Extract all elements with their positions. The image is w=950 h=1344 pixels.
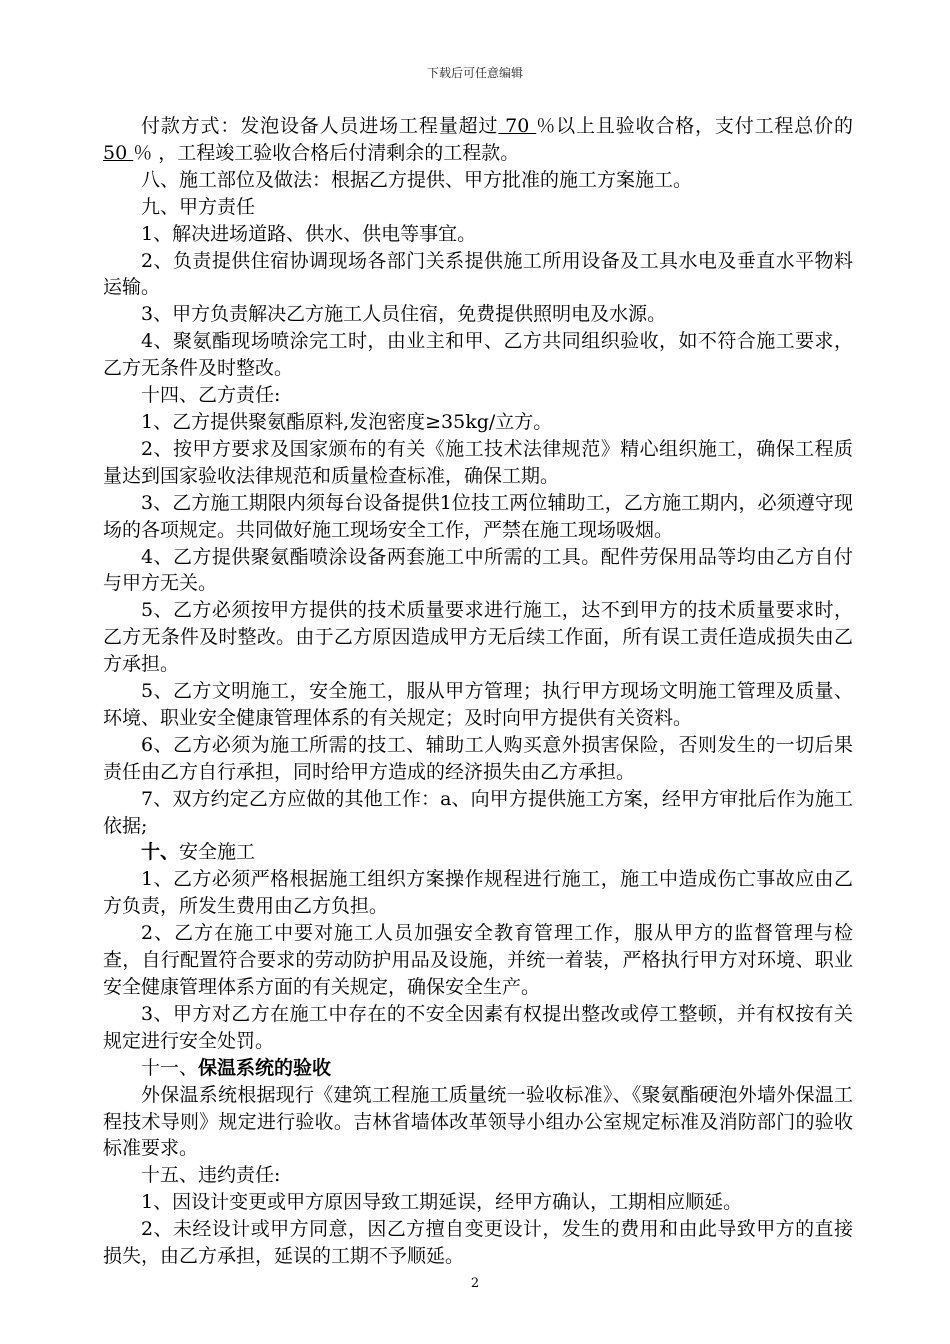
payment-percent-1: 70 <box>498 115 537 137</box>
page-header: 下载后可任意编辑 <box>426 66 523 80</box>
acceptance-heading-number: 十一、 <box>141 1056 199 1079</box>
party-b-item: 6、乙方必须为施工所需的技工、辅助工人购买意外损害保险，否则发生的一切后果责任由乙方自行承担，同时给甲方造成的经济损失由乙方承担。 <box>103 733 853 783</box>
party-a-item: 3、甲方负责解决乙方施工人员住宿，免费提供照明电及水源。 <box>141 303 667 326</box>
section-heading-breach: 十五、违约责任: <box>141 1164 281 1187</box>
party-b-item: 1、乙方提供聚氨酯原料,发泡密度≥35kg/立方。 <box>141 410 553 433</box>
payment-text-3: ％ ，工程竣工验收合格后付清剩余的工程款。 <box>133 141 520 164</box>
acceptance-body: 外保温系统根据现行《建筑工程施工质量统一验收标准》、《聚氨酯硬泡外墙外保温工程技术导则》规定进行验收。吉林省墙体改革领导小组办公室规定标准及消防部门的验收标准要求。 <box>103 1083 853 1160</box>
party-b-item: 5、乙方文明施工，安全施工，服从甲方管理；执行甲方现场文明施工管理及质量、环境、职业安全健康管理体系的有关规定；及时向甲方提供有关资料。 <box>103 680 853 729</box>
page-number: 2 <box>470 1276 480 1291</box>
section-heading-party-a: 九、甲方责任 <box>141 195 256 218</box>
safety-item: 2、乙方在施工中要对施工人员加强安全教育管理工作，服从甲方的监督管理与检查，自行配置符合要求的劳动防护用品及设施，并统一着装，严格执行甲方对环境、职业安全健康管理体系方面的有关规定，确保安全生产。 <box>103 922 853 998</box>
breach-item: 2、未经设计或甲方同意，因乙方擅自变更设计，发生的费用和由此导致甲方的直接损失，由乙方承担，延误的工期不予顺延。 <box>103 1218 853 1268</box>
safety-heading-text: 安全施工 <box>179 841 256 864</box>
party-a-item: 4、聚氨酯现场喷涂完工时，由业主和甲、乙方共同组织验收，如不符合施工要求，乙方无条件及时整改。 <box>103 330 853 380</box>
document-body <box>103 113 853 1270</box>
party-b-item: 4、乙方提供聚氨酯喷涂设备两套施工中所需的工具。配件劳保用品等均由乙方自付与甲方无关。 <box>103 545 853 595</box>
safety-item: 3、甲方对乙方在施工中存在的不安全因素有权提出整改或停工整顿，并有权按有关规定进行安全处罚。 <box>103 1002 853 1052</box>
section-heading-party-b: 十四、乙方责任: <box>141 384 281 407</box>
payment-terms <box>103 113 853 167</box>
party-b-item: 5、乙方必须按甲方提供的技术质量要求进行施工，达不到甲方的技术质量要求时，乙方无条件及时整改。由于乙方原因造成甲方无后续工作面，所有误工责任造成损失由乙方承担。 <box>103 599 853 676</box>
payment-percent-2: 50 <box>103 141 134 164</box>
paragraph-construction-method: 八、施工部位及做法：根据乙方提供、甲方批准的施工方案施工。 <box>141 168 693 191</box>
payment-text-1: 付款方式：发泡设备人员进场工程量超过 <box>141 115 499 137</box>
party-b-item: 7、双方约定乙方应做的其他工作：a、向甲方提供施工方案，经甲方审批后作为施工依据; <box>103 787 853 837</box>
party-b-item: 3、乙方施工期限内须每台设备提供1位技工两位辅助工，乙方施工期内，必须遵守现场的各项规定。共同做好施工现场安全工作，严禁在施工现场吸烟。 <box>103 491 853 541</box>
safety-heading-number: 十、 <box>141 841 180 864</box>
section-heading-safety <box>103 839 853 866</box>
breach-item: 1、因设计变更或甲方原因导致工期延误，经甲方确认，工期相应顺延。 <box>141 1191 743 1214</box>
party-b-item: 2、按甲方要求及国家颁布的有关《施工技术法律规范》精心组织施工，确保工程质量达到国家验收法律规范和质量检查标准，确保工期。 <box>103 437 853 487</box>
party-a-item: 2、负责提供住宿协调现场各部门关系提供施工所用设备及工具水电及垂直水平物料运输。 <box>103 249 853 299</box>
payment-text-2: ％以上且验收合格，支付工程总价的 <box>536 115 853 137</box>
acceptance-heading-text: 保温系统的验收 <box>198 1056 332 1079</box>
safety-item: 1、乙方必须严格根据施工组织方案操作规程进行施工，施工中造成伤亡事故应由乙方负责，所发生费用由乙方负担。 <box>103 868 853 918</box>
party-a-item: 1、解决进场道路、供水、供电等事宜。 <box>141 222 477 245</box>
section-heading-acceptance <box>103 1055 853 1082</box>
